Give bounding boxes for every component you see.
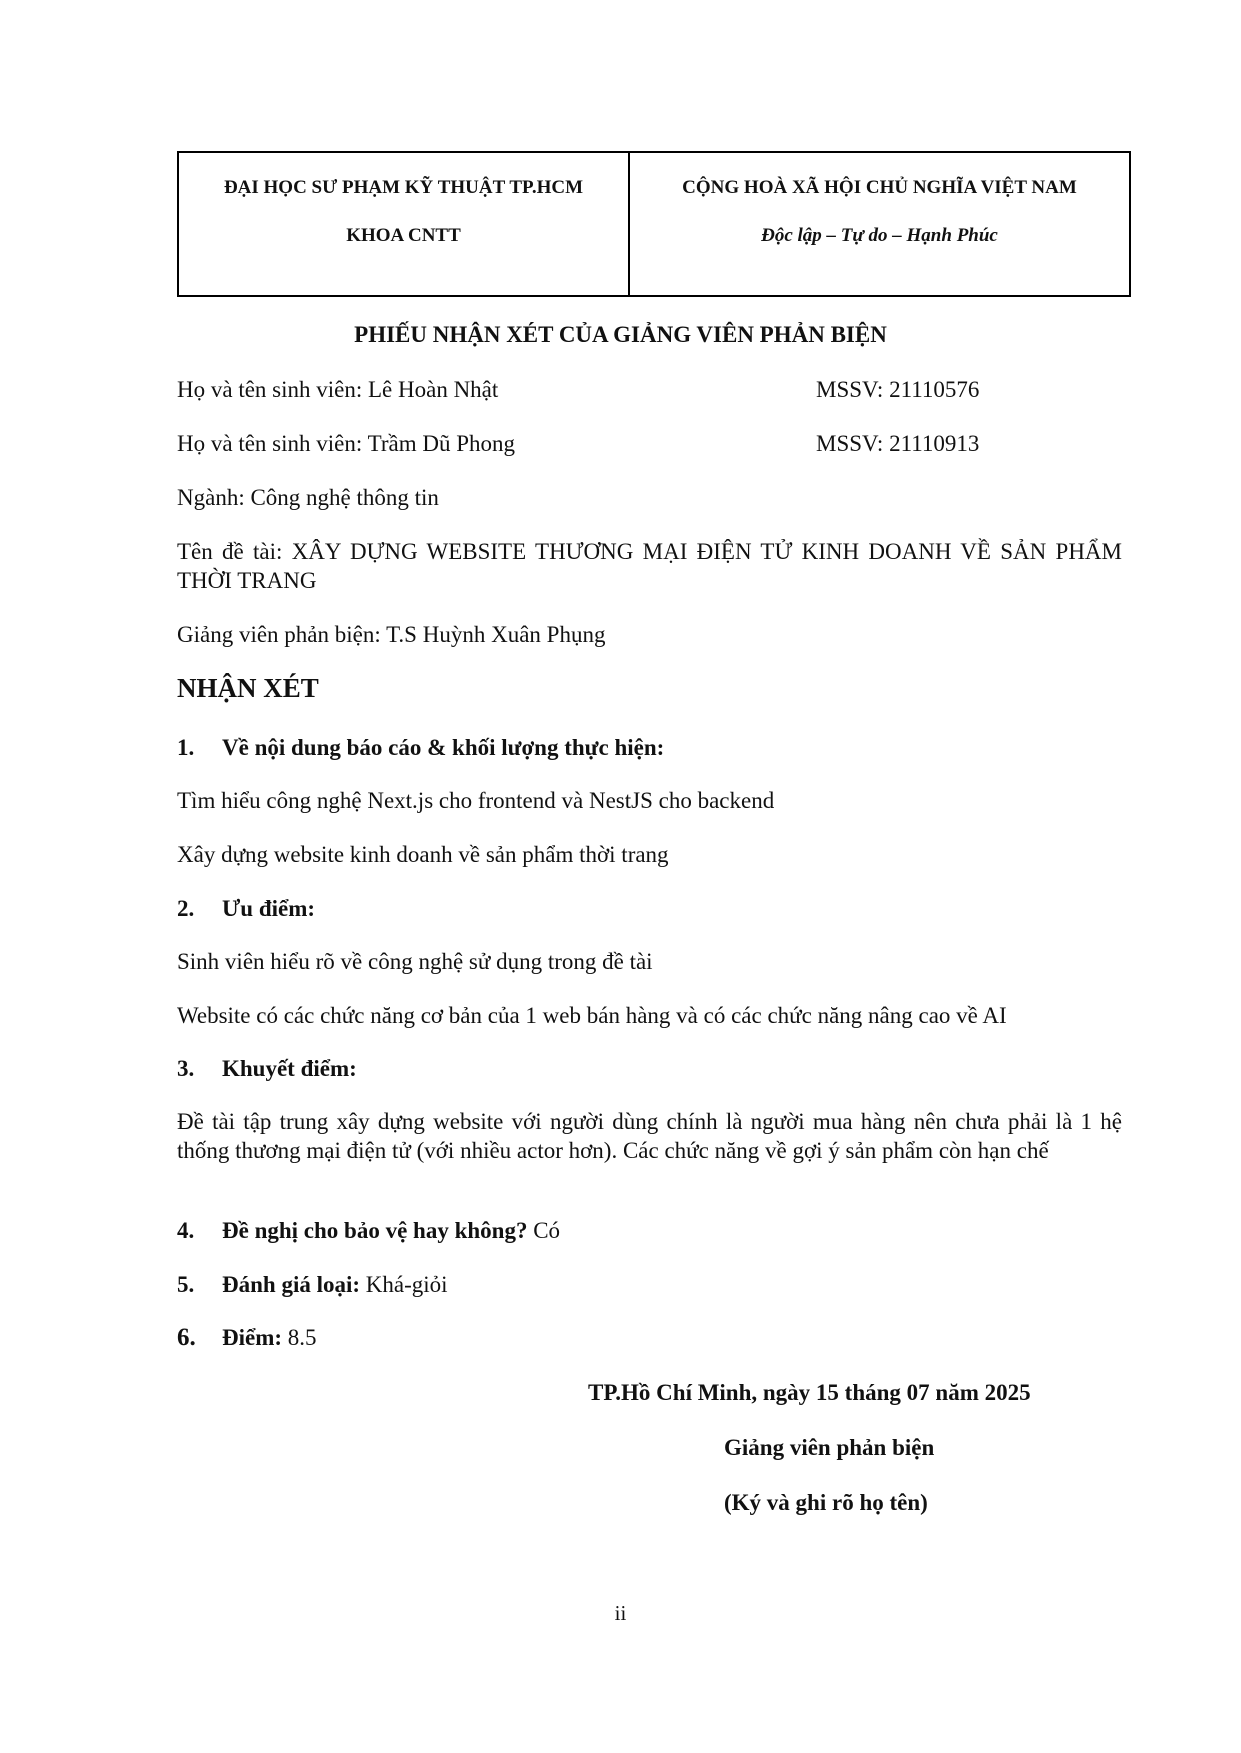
header-table xyxy=(177,151,1131,297)
student-2-mssv: MSSV: 21110913 xyxy=(816,431,980,456)
signature-role: Giảng viên phản biện xyxy=(724,1435,935,1460)
item-number: 3. xyxy=(177,1056,195,1081)
item-label: Điểm: xyxy=(222,1325,283,1350)
item-score xyxy=(177,1324,317,1352)
item-defense xyxy=(177,1217,560,1245)
signature-place-date: TP.Hồ Chí Minh, ngày 15 tháng 07 năm 2025 xyxy=(588,1380,1031,1405)
content-line-2: Xây dựng website kinh doanh về sản phẩm thời trang xyxy=(177,842,669,867)
cons-text: Đề tài tập trung xây dựng website với người dùng chính là người mua hàng nên chưa phải là 1 hệ thống thương mại điện tử (với nhiều actor hơn). Các chức năng về gợi ý sản phẩm còn hạn chế xyxy=(177,1109,1122,1163)
student-1-mssv: MSSV: 21110576 xyxy=(816,377,980,402)
item-number: 1. xyxy=(177,735,195,760)
faculty-name: KHOA CNTT xyxy=(346,225,461,246)
item-value: 8.5 xyxy=(282,1325,317,1350)
header-left-cell xyxy=(179,153,630,295)
item-number: 4. xyxy=(177,1218,195,1243)
item-label: Đánh giá loại: xyxy=(222,1272,361,1297)
form-title: PHIẾU NHẬN XÉT CỦA GIẢNG VIÊN PHẢN BIỆN xyxy=(354,322,887,347)
student-1-name: Họ và tên sinh viên: Lê Hoàn Nhật xyxy=(177,377,499,402)
item-number: 6. xyxy=(177,1324,196,1351)
major-line: Ngành: Công nghệ thông tin xyxy=(177,485,439,510)
item-rating xyxy=(177,1271,448,1299)
university-name: ĐẠI HỌC SƯ PHẠM KỸ THUẬT TP.HCM xyxy=(223,177,584,198)
item-label: Về nội dung báo cáo & khối lượng thực hiện: xyxy=(222,735,665,760)
section-heading: NHẬN XÉT xyxy=(177,673,319,703)
item-label: Đề nghị cho bảo vệ hay không? xyxy=(222,1218,528,1243)
header-right-cell xyxy=(630,153,1129,295)
page-number: ii xyxy=(614,1601,627,1625)
pros-line-1: Sinh viên hiểu rõ về công nghệ sử dụng trong đề tài xyxy=(177,949,653,974)
topic-line: Tên đề tài: XÂY DỰNG WEBSITE THƯƠNG MẠI ĐIỆN TỬ KINH DOANH VỀ SẢN PHẨM THỜI TRANG xyxy=(177,539,1122,593)
country-name: CỘNG HOÀ XÃ HỘI CHỦ NGHĨA VIỆT NAM xyxy=(682,177,1077,198)
reviewer-line: Giảng viên phản biện: T.S Huỳnh Xuân Phụng xyxy=(177,622,606,647)
item-content-heading xyxy=(177,734,664,762)
student-2-name: Họ và tên sinh viên: Trầm Dũ Phong xyxy=(177,431,515,456)
item-number: 5. xyxy=(177,1272,195,1297)
item-cons-heading xyxy=(177,1055,357,1083)
pros-line-2: Website có các chức năng cơ bản của 1 web bán hàng và có các chức năng nâng cao về AI xyxy=(177,1003,1007,1028)
signature-note: (Ký và ghi rõ họ tên) xyxy=(724,1490,928,1515)
item-value: Có xyxy=(527,1218,561,1243)
country-motto: Độc lập – Tự do – Hạnh Phúc xyxy=(761,225,998,246)
item-pros-heading xyxy=(177,895,315,923)
item-number: 2. xyxy=(177,896,195,921)
item-label: Khuyết điểm: xyxy=(222,1056,357,1081)
item-value: Khá-giỏi xyxy=(360,1272,448,1297)
content-line-1: Tìm hiểu công nghệ Next.js cho frontend và NestJS cho backend xyxy=(177,788,775,813)
item-label: Ưu điểm: xyxy=(222,896,316,921)
